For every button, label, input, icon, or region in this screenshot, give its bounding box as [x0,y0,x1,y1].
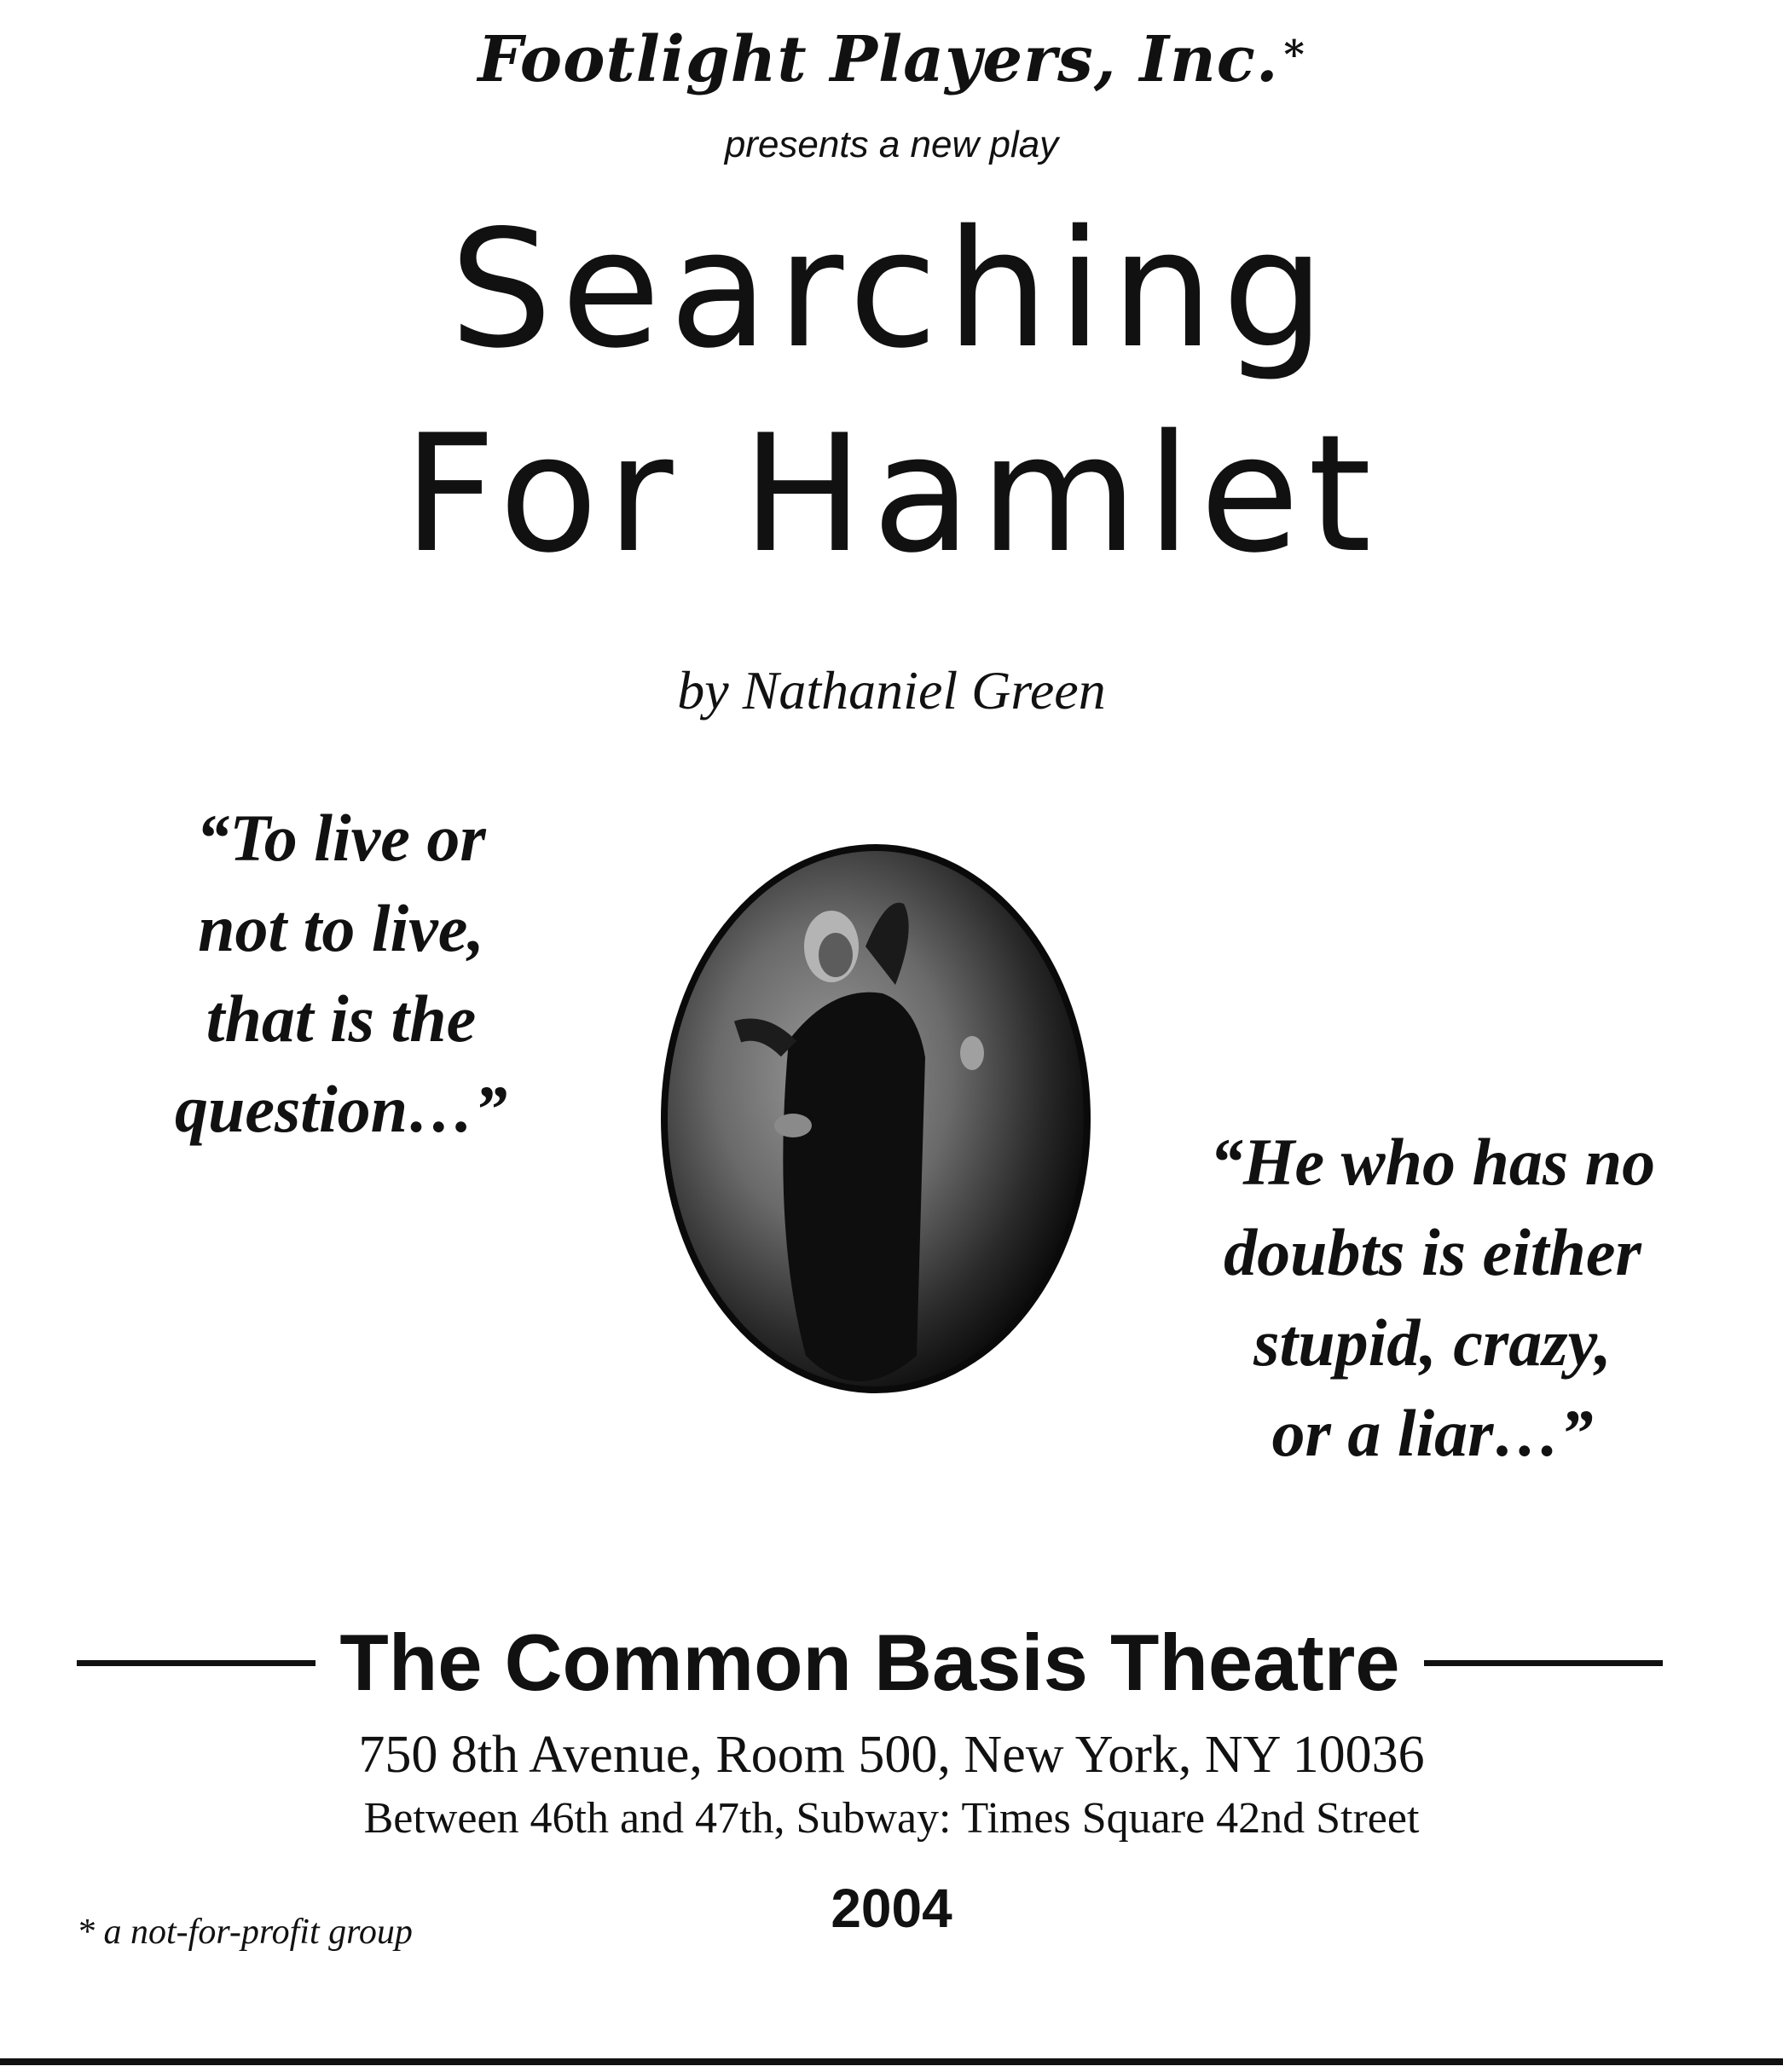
venue-name: The Common Basis Theatre [339,1618,1400,1707]
oval-actor-portrait-icon [661,844,1091,1394]
venue-heading [77,1612,1663,1714]
production-year: 2004 [831,1878,952,1939]
company-name [0,9,1783,111]
quote-left-line: “To live or [196,801,486,875]
quote-right-line: or a liar…” [1271,1396,1594,1470]
footnote: * a not-for-profit group [77,1913,413,1952]
quote-left-line: question…” [174,1072,508,1146]
bottom-border-rule [0,2058,1783,2065]
quote-left-line: that is the [206,981,477,1056]
quote-right-line: doubts is either [1224,1215,1641,1289]
company-name-text: Footlight Players, Inc. [478,23,1279,96]
presents-line: presents a new play [724,124,1059,165]
play-title-line-1: Searching [449,195,1334,384]
company-asterisk: * [1283,32,1305,78]
quote-left [111,793,571,1155]
venue-directions: Between 46th and 47th, Subway: Times Square 42nd Street [363,1794,1420,1843]
quote-right [1134,1117,1731,1479]
play-title-line-2: For Hamlet [402,400,1381,588]
venue-rule-right [1424,1660,1663,1666]
venue-rule-left [77,1660,315,1666]
quote-left-line: not to live, [198,891,484,965]
author-credit: by Nathaniel Green [677,660,1106,721]
quote-right-line: “He who has no [1209,1125,1656,1199]
quote-right-line: stupid, crazy, [1253,1305,1612,1380]
venue-address: 750 8th Avenue, Room 500, New York, NY 10036 [358,1726,1425,1784]
